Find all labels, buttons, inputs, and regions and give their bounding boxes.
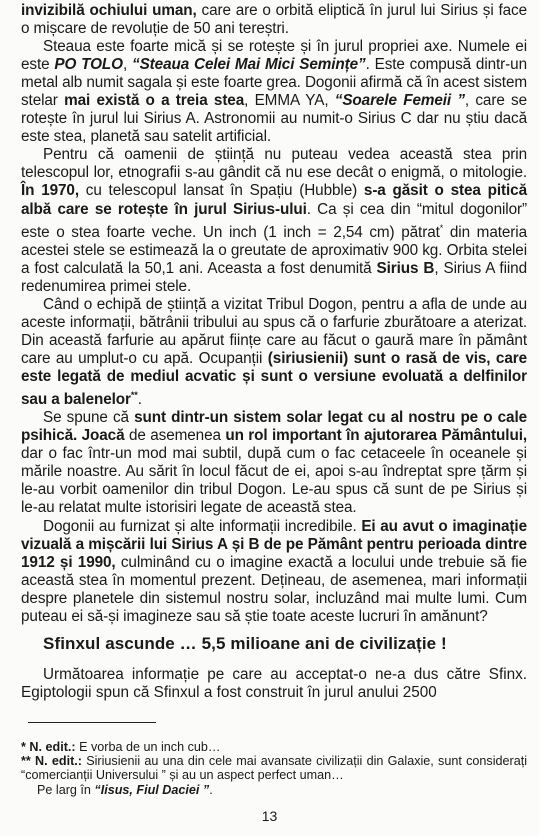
body-text: [21, 2, 527, 626]
bold-span: un rol important în ajutorarea Pământului,: [225, 427, 527, 445]
text-span: culminând cu o imagine exactă a locului unde trebuie să fie această stea în momentul prezent. Dețineau, de asemenea, mari informații despre planetele din sistemul nostru solar, incluzând mai multe lumi. Cum puteau ei să-și imagineze sau să știe toate aceste lucruri în amănunt?: [21, 553, 527, 625]
bold-span: Ei au avut o imaginație vizuală a mișcării lui Sirius A și B de pe Pământ pentru perioada dintre 1912 și 1990,: [21, 517, 527, 571]
footnotes: [21, 740, 527, 797]
footnote-text: .: [209, 782, 213, 797]
paragraph-7: Următoarea informație pe care au acceptat-o ne-a dus către Sfinx. Egiptologii spun că Sfinxul a fost construit în jurul anului 2500: [21, 666, 527, 702]
bold-span: s-a găsit o stea pitică albă care se rotește în jurul Sirius-ului: [21, 182, 527, 218]
text-span: , Sirius A fiind redenumirea primei stele.: [21, 259, 527, 295]
paragraph-3: [21, 146, 527, 295]
footnote-text: Pe larg în: [37, 782, 95, 797]
footnote-1: [21, 740, 527, 754]
footnote-mark: *: [21, 740, 26, 754]
paragraph-6: [21, 518, 527, 626]
text-span: , care se rotește în jurul lui Sirius A. Astronomii au numit-o Sirius C dar nu știu dacă este stea, planetă sau satelit artificial.: [21, 92, 527, 146]
star-name-quote: “Steaua Celei Mai Mici Semințe”: [132, 56, 366, 74]
paragraph-5: [21, 409, 527, 517]
text-span: Când o echipă de știință a vizitat Tribul Dogon, pentru a afla de unde au aceste informații, bătrânii tribului au spus că o farfurie zburătoare a aterizat. Din această farfurie au apărut ființe care au făcut o gaură mare în pământ care au umplut-o cu apă. Ocupanții: [21, 295, 527, 367]
footnote-ref: *: [439, 222, 444, 233]
text-span: , EMMA YA,: [244, 92, 335, 110]
after-heading-text: [21, 666, 527, 703]
footnote-divider: [28, 722, 156, 723]
text-span: . Este compusă dintr-un metal alb numit sagala și este foarte grea. Dogonii afirmă că în acest sistem stelar: [21, 56, 527, 110]
text-span: dar o fac într-un mod mai subtil, după cum o fac cetaceele în oceanele și mările noastre. Au sărit în locul făcut de ei, apoi s-au îndreptat spre țărm și le-au vorbit oamenilor din tribul Dogon. Le-au spus că sunt de pe Sirius și le-au relatat multe istorisiri legate de această stea.: [21, 445, 527, 517]
bold-span: În 1970,: [21, 182, 79, 200]
page-number: 13: [261, 808, 278, 824]
text-span: de asemenea: [124, 427, 226, 445]
footnote-text: E vorba de un inch cub…: [75, 740, 221, 754]
bold-span: mai există o a treia stea: [64, 92, 245, 110]
text-span: Steaua este foarte mică și se rotește și în jurul propriei axe. Numele ei este: [21, 38, 527, 74]
footnote-label: N. edit.:: [30, 754, 82, 769]
text-span: .: [137, 391, 142, 409]
paragraph-2: [21, 38, 527, 146]
text-span: Pentru că oamenii de știință nu puteau vedea această stea prin telescopul lor, etnografii s-au gândit că nu ese decât o enigmă, o mitologie.: [21, 146, 527, 182]
star-name-soarele-femeii: “Soarele Femeii ”: [334, 92, 465, 110]
text-span: Dogonii au furnizat și alte informații incredibile.: [43, 517, 362, 535]
footnote-2: [21, 754, 527, 782]
paragraph-4: [21, 296, 527, 409]
footnote-mark: **: [21, 754, 31, 769]
bold-span: (siriusienii) sunt o rasă de vis, care este legată de mediul acvatic și sunt o versiune evoluată a delfinilor sau a balenelor: [21, 349, 527, 409]
footnote-ref: **: [130, 390, 138, 401]
footnote-3: [21, 783, 527, 797]
bold-span: Sirius B: [376, 259, 435, 277]
footnote-text: Siriusienii au una din cele mai avansate civilizații din Galaxie, sunt considerați “comercianții Universului ” și au un aspect perfect uman…: [21, 754, 527, 783]
section-heading: Sfinxul ascunde … 5,5 milioane ani de civilizație !: [43, 634, 447, 653]
footnote-label: N. edit.:: [25, 740, 76, 754]
bold-span: sunt dintr-un sistem solar legat cu al nostru pe o cale psihică. Joacă: [21, 409, 527, 445]
text-span: Se spune că: [43, 409, 135, 427]
paragraph-1: [21, 2, 527, 38]
bold-span: invizibilă ochiului uman,: [21, 2, 197, 19]
text-span: cu telescopul lansat în Spațiu (Hubble): [78, 182, 364, 200]
text-span: ,: [122, 56, 133, 74]
text-span: . Ca și cea din “mitul dogonilor” este o stea foarte veche. Un inch (1 inch = 2,54 cm) pătrat: [21, 200, 527, 241]
text-span: din materia acestei stele se estimează la o greutate de aproximativ 900 kg. Orbita stelei a fost calculată la 50,1 ani. Aceasta a fost denumită: [21, 223, 527, 277]
text-span: care are o orbită eliptică în jurul lui Sirius și face o mișcare de revoluție de 50 ani tereștri.: [21, 2, 527, 38]
book-title: “Iisus, Fiul Daciei ”: [94, 782, 210, 797]
star-name-po-tolo: PO TOLO: [54, 56, 123, 74]
